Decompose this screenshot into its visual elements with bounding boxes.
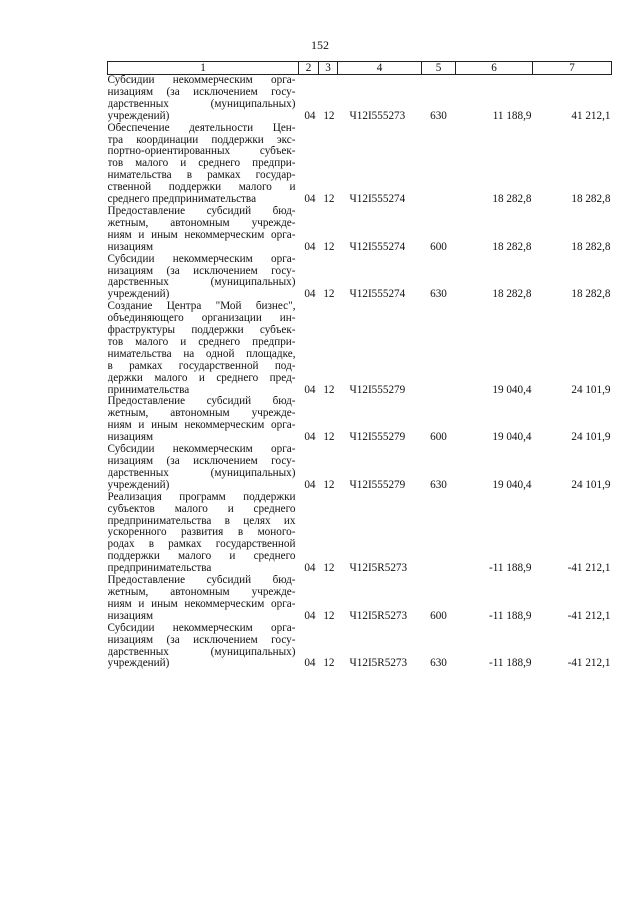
amount-year-1: -11 188,9 — [489, 657, 532, 670]
column-header: 6 — [456, 62, 533, 75]
table-row — [108, 206, 612, 254]
expense-name-line: низациям (за исключением госу- — [107, 86, 296, 98]
expense-name-line: субъектов малого и среднего — [107, 503, 296, 515]
subsection-code: 12 — [323, 478, 335, 491]
expense-name-line: ниям и иным некоммерческим орга- — [107, 229, 296, 241]
column-header: 2 — [299, 62, 319, 75]
amount-year-1: -11 188,9 — [489, 609, 532, 622]
amount-year-1: 11 188,9 — [492, 109, 532, 122]
expense-name — [108, 623, 299, 671]
amount-year-2: 24 101,9 — [571, 383, 611, 396]
section-code: 04 — [304, 657, 316, 670]
expense-type-code: 630 — [430, 109, 447, 122]
expense-name-line: низациям — [107, 241, 154, 253]
page-number: 152 — [311, 38, 329, 52]
target-article-code: Ч12I555279 — [349, 478, 406, 491]
expense-type-code: 630 — [430, 478, 447, 491]
amount-year-1: 18 282,8 — [492, 193, 532, 206]
expense-name-line: принимательства — [107, 384, 190, 396]
expense-name-line: фраструктуры поддержки субъек- — [107, 325, 296, 337]
expense-name-line: ственной поддержки малого и — [107, 182, 296, 194]
amount-year-1: -11 188,9 — [489, 562, 532, 575]
column-header-row — [108, 62, 612, 75]
section-code: 04 — [304, 478, 316, 491]
amount-year-1: 18 282,8 — [492, 240, 532, 253]
expense-name-line: Предоставление субсидий бюд- — [107, 396, 296, 408]
expense-name-line: учреждений) — [107, 110, 170, 122]
expense-name-line: держки малого и среднего пред- — [107, 372, 296, 384]
expense-name-line: учреждений) — [107, 658, 170, 670]
subsection-code: 12 — [323, 240, 335, 253]
expense-name — [108, 301, 299, 396]
amount-year-2: 41 212,1 — [571, 109, 611, 122]
expense-name-line: низациям — [107, 432, 154, 444]
expense-name-line: низациям — [107, 610, 154, 622]
expense-name-line: в рамках государственной под- — [107, 360, 296, 372]
expense-name-line: Создание Центра "Мой бизнес", — [107, 301, 296, 313]
expense-type-code — [422, 123, 456, 206]
expense-name-line: объединяющего организации ин- — [107, 313, 296, 325]
section-code: 04 — [304, 288, 316, 301]
expense-name-line: ускоренного развития в моного- — [107, 527, 296, 539]
amount-year-2: -41 212,1 — [567, 657, 611, 670]
amount-year-2: 18 282,8 — [571, 240, 611, 253]
table-row — [108, 623, 612, 671]
expense-type-code: 630 — [430, 288, 447, 301]
subsection-code: 12 — [323, 193, 335, 206]
table-row — [108, 254, 612, 302]
table-row — [108, 75, 612, 123]
amount-year-2: -41 212,1 — [567, 562, 611, 575]
subsection-code: 12 — [323, 562, 335, 575]
amount-year-1: 19 040,4 — [492, 478, 532, 491]
expense-name-line: тов малого и среднего предпри- — [107, 158, 296, 170]
expense-name-line: ниям и иным некоммерческим орга- — [107, 598, 296, 610]
table-body — [108, 75, 612, 671]
expense-name — [108, 396, 299, 444]
column-header: 7 — [533, 62, 612, 75]
section-code: 04 — [304, 562, 316, 575]
expense-type-code: 600 — [430, 609, 447, 622]
section-code: 04 — [304, 431, 316, 444]
table-row — [108, 575, 612, 623]
expense-type-code — [422, 492, 456, 575]
expense-name-line: тра координации поддержки экс- — [107, 134, 296, 146]
amount-year-2: 24 101,9 — [571, 478, 611, 491]
amount-year-1: 19 040,4 — [492, 431, 532, 444]
section-code: 04 — [304, 609, 316, 622]
target-article-code: Ч12I5R5273 — [349, 609, 408, 622]
amount-year-2: 18 282,8 — [571, 193, 611, 206]
target-article-code: Ч12I555279 — [349, 383, 406, 396]
subsection-code: 12 — [323, 431, 335, 444]
expense-name-line: Предоставление субсидий бюд- — [107, 575, 296, 587]
table-row — [108, 492, 612, 575]
expense-name-line: жетным, автономным учрежде- — [107, 408, 296, 420]
expense-name-line: учреждений) — [107, 289, 170, 301]
expense-name-line: родах в рамках государственной — [107, 539, 296, 551]
expense-name-line: Субсидии некоммерческим орга- — [107, 253, 296, 265]
expense-type-code: 630 — [430, 657, 447, 670]
expense-name-line: нимательства в рамках государ- — [107, 170, 296, 182]
expense-name-line: ниям и иным некоммерческим орга- — [107, 420, 296, 432]
section-code: 04 — [304, 240, 316, 253]
expense-name-line: портно-ориентированных субъек- — [107, 146, 296, 158]
amount-year-2: 18 282,8 — [571, 288, 611, 301]
section-code: 04 — [304, 109, 316, 122]
expense-name-line: дарственных (муниципальных) — [107, 467, 296, 479]
expense-name-line: низациям (за исключением госу- — [107, 634, 296, 646]
subsection-code: 12 — [323, 609, 335, 622]
expense-name-line: предпринимательства — [107, 563, 212, 575]
expense-name — [108, 254, 299, 302]
expense-name-line: низациям (за исключением госу- — [107, 456, 296, 467]
target-article-code: Ч12I555279 — [349, 431, 406, 444]
column-header: 1 — [108, 62, 299, 75]
target-article-code: Ч12I555273 — [349, 109, 406, 122]
table-row — [108, 444, 612, 492]
expense-name-line: Реализация программ поддержки — [107, 491, 296, 503]
expense-name-line: поддержки малого и среднего — [107, 551, 296, 563]
subsection-code: 12 — [323, 288, 335, 301]
expense-name-line: низациям (за исключением госу- — [107, 265, 296, 277]
column-header: 3 — [319, 62, 338, 75]
expense-name-line: тов малого и среднего предпри- — [107, 336, 296, 348]
target-article-code: Ч12I555274 — [349, 193, 406, 206]
expense-name-line: Предоставление субсидий бюд- — [107, 205, 296, 217]
expense-name-line: дарственных (муниципальных) — [107, 646, 296, 658]
expense-name — [108, 123, 299, 206]
target-article-code: Ч12I5R5273 — [349, 657, 408, 670]
expense-name-line: Субсидии некоммерческим орга- — [107, 75, 296, 86]
subsection-code: 12 — [323, 657, 335, 670]
expense-name-line: Субсидии некоммерческим орга- — [107, 622, 296, 634]
column-header: 4 — [338, 62, 422, 75]
expense-name-line: дарственных (муниципальных) — [107, 277, 296, 289]
expense-name — [108, 575, 299, 623]
expense-name-line: среднего предпринимательства — [107, 194, 257, 206]
table-row — [108, 123, 612, 206]
target-article-code: Ч12I555274 — [349, 288, 406, 301]
expense-name — [108, 75, 299, 123]
table-row — [108, 396, 612, 444]
section-code: 04 — [304, 193, 316, 206]
expense-name-line: нимательства на одной площадке, — [107, 348, 296, 360]
expense-name — [108, 206, 299, 254]
section-code: 04 — [304, 383, 316, 396]
expense-type-code: 600 — [430, 431, 447, 444]
expense-name-line: жетным, автономным учрежде- — [107, 217, 296, 229]
table-row — [108, 301, 612, 396]
expense-name-line: учреждений) — [107, 479, 170, 491]
target-article-code: Ч12I5R5273 — [349, 562, 408, 575]
expense-name-line: жетным, автономным учрежде- — [107, 586, 296, 598]
expense-name — [108, 444, 299, 492]
expense-type-code — [422, 301, 456, 396]
expense-name-line: дарственных (муниципальных) — [107, 98, 296, 110]
amount-year-1: 19 040,4 — [492, 383, 532, 396]
target-article-code: Ч12I555274 — [349, 240, 406, 253]
expense-name-line: Обеспечение деятельности Цен- — [107, 122, 296, 134]
expense-name-line: предпринимательства в целях их — [107, 515, 296, 527]
subsection-code: 12 — [323, 109, 335, 122]
subsection-code: 12 — [323, 383, 335, 396]
amount-year-2: 24 101,9 — [571, 431, 611, 444]
expense-name — [108, 492, 299, 575]
amount-year-2: -41 212,1 — [567, 609, 611, 622]
column-header: 5 — [422, 62, 456, 75]
expense-type-code: 600 — [430, 240, 447, 253]
amount-year-1: 18 282,8 — [492, 288, 532, 301]
expense-name-line: Субсидии некоммерческим орга- — [107, 444, 296, 456]
budget-table — [107, 61, 612, 670]
